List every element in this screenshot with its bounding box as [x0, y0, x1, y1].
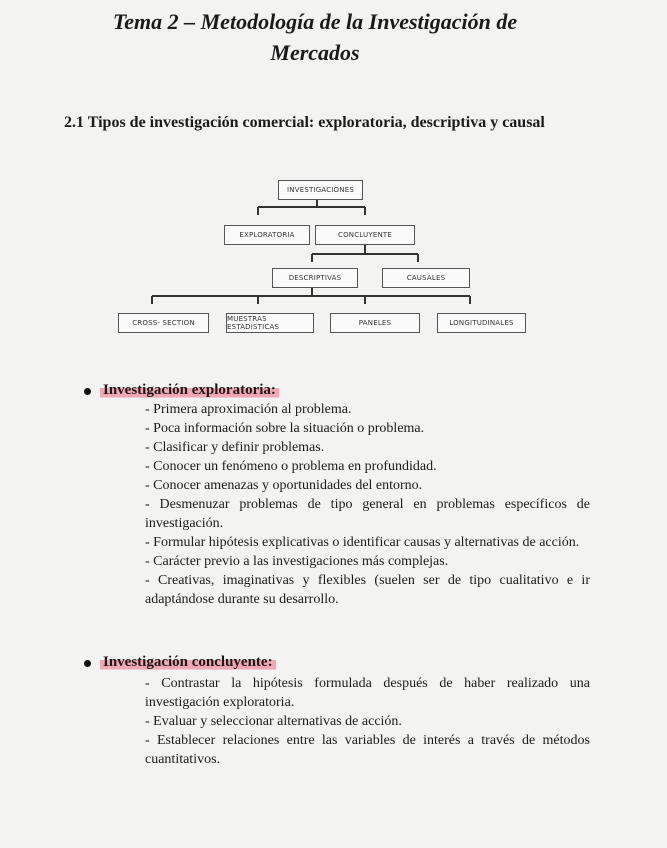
- diagram-node-paneles: PANELES: [330, 313, 420, 333]
- document-title: [60, 6, 570, 68]
- list-item: - Conocer un fenómeno o problema en profundidad.: [145, 459, 437, 474]
- list-exploratoria: [145, 400, 590, 609]
- list-item: - Evaluar y seleccionar alternativas de acción.: [145, 714, 402, 729]
- diagram-node-root: INVESTIGACIONES: [278, 180, 363, 200]
- list-item: - Formular hipótesis explicativas o identificar causas y alternativas de acción.: [145, 535, 580, 550]
- list-concluyente: [145, 674, 590, 769]
- section-heading: 2.1 Tipos de investigación comercial: exploratoria, descriptiva y causal: [64, 114, 545, 131]
- diagram-node-muestras-estadisticas: MUESTRAS ESTADÍSTICAS: [226, 313, 314, 333]
- diagram-node-longitudinales: LONGITUDINALES: [437, 313, 526, 333]
- list-item: - Creativas, imaginativas y flexibles (suelen ser de tipo cualitativo e ir adaptándose durante su desarrollo.: [145, 573, 590, 607]
- bullet-heading-exploratoria: Investigación exploratoria:: [100, 382, 279, 399]
- diagram-node-causales: CAUSALES: [382, 268, 470, 288]
- diagram-node-concluyente: CONCLUYENTE: [315, 225, 415, 245]
- list-item: - Clasificar y definir problemas.: [145, 440, 325, 455]
- bullet-dot-icon: [84, 660, 91, 667]
- bullet-heading-concluyente: Investigación concluyente:: [100, 654, 276, 671]
- list-item: - Primera aproximación al problema.: [145, 402, 352, 417]
- list-item: - Contrastar la hipótesis formulada después de haber realizado una investigación exploratoria.: [145, 676, 590, 710]
- list-item: - Desmenuzar problemas de tipo general en problemas específicos de investigación.: [145, 497, 590, 531]
- title-line-1: Tema 2 – Metodología de la Investigación de: [112, 9, 518, 34]
- list-item: - Poca información sobre la situación o problema.: [145, 421, 425, 436]
- diagram-node-descriptivas: DESCRIPTIVAS: [272, 268, 358, 288]
- diagram-node-exploratoria: EXPLORATORIA: [224, 225, 310, 245]
- bullet-dot-icon: [84, 388, 91, 395]
- list-item: - Carácter previo a las investigaciones más complejas.: [145, 554, 449, 569]
- diagram-node-cross-section: CROSS- SECTION: [118, 313, 209, 333]
- title-line-2: Mercados: [270, 40, 360, 65]
- list-item: - Conocer amenazas y oportunidades del entorno.: [145, 478, 423, 493]
- list-item: - Establecer relaciones entre las variables de interés a través de métodos cuantitativos.: [145, 733, 590, 767]
